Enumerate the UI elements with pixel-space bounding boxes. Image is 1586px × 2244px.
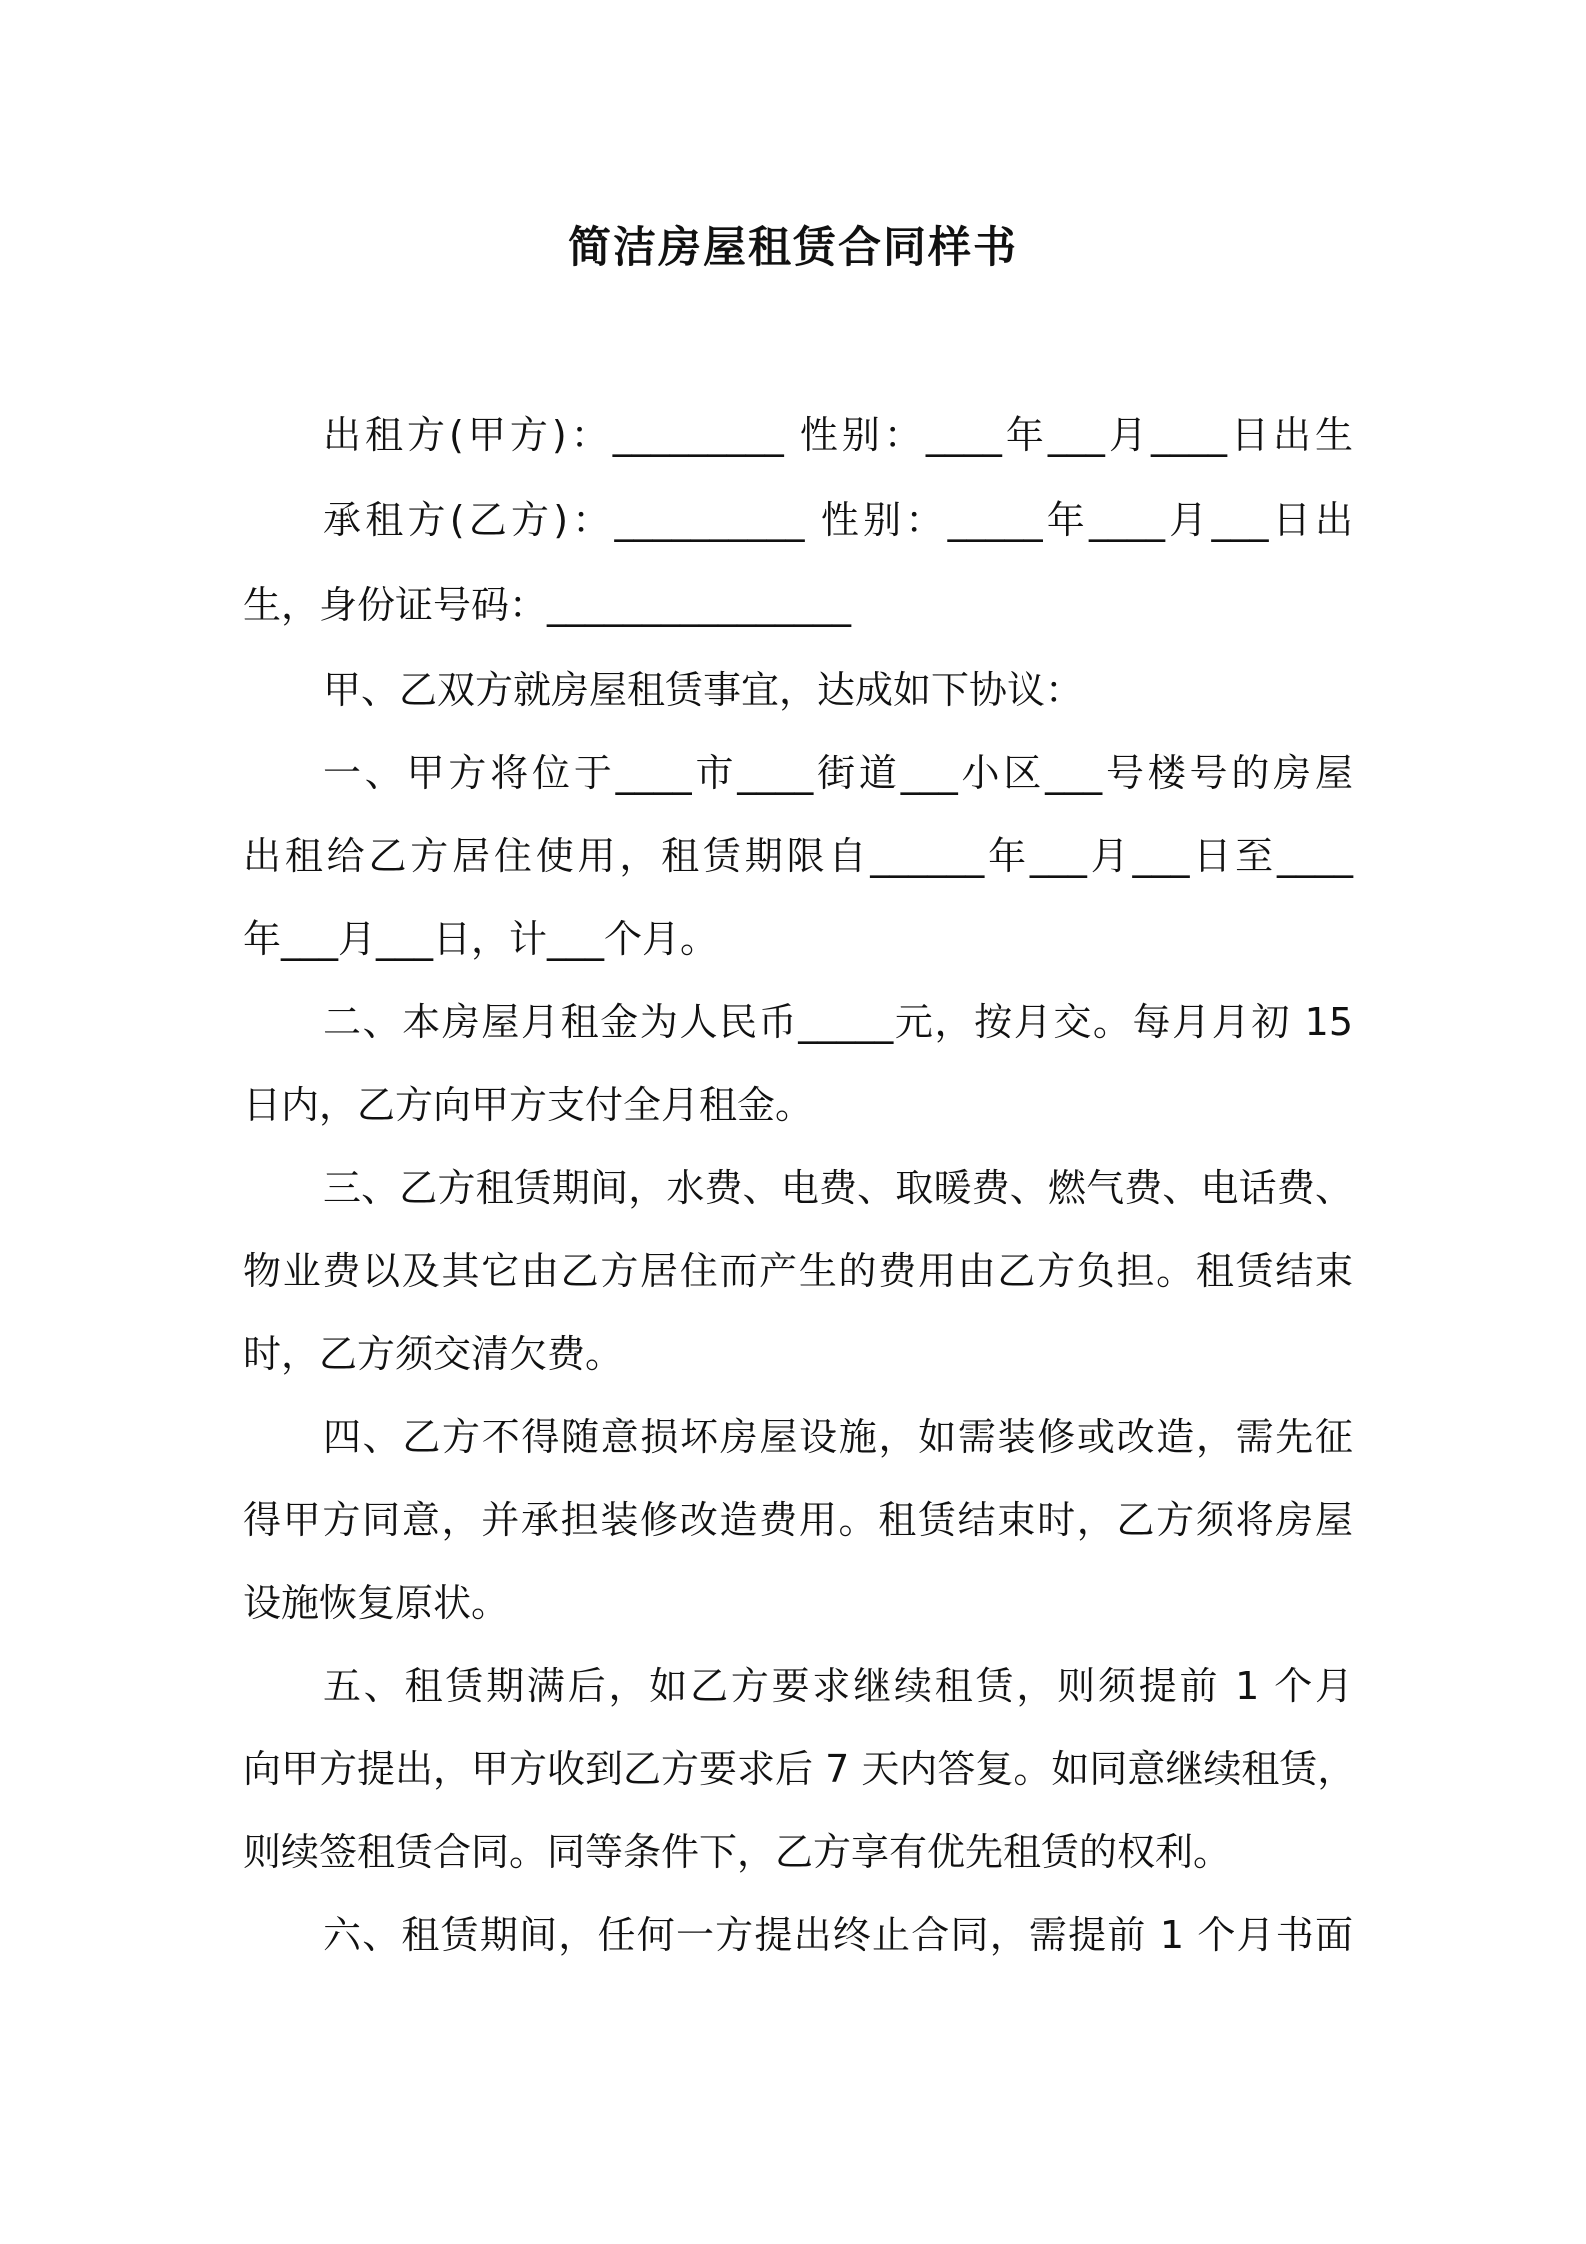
clause-5-line-3: 则续签租赁合同。同等条件下，乙方享有优先租赁的权利。 (243, 1830, 1232, 1874)
clause-2-line-1: 二、本房屋月租金为人民币_____元，按月交。每月月初 15 (323, 1000, 1353, 1044)
clause-4-line-3: 设施恢复原状。 (243, 1581, 510, 1625)
clause-6-line-1: 六、租赁期间，任何一方提出终止合同，需提前 1 个月书面 (323, 1913, 1353, 1957)
party-a-line: 出租方(甲方)：_________ 性别：____年___月____日出生 (323, 413, 1353, 457)
clause-1-line-3: 年___月___日，计___个月。 (243, 917, 719, 961)
clause-1-line-1: 一、甲方将位于____市____街道___小区___号楼号的房屋 (323, 751, 1353, 795)
clause-5-line-2: 向甲方提出，甲方收到乙方要求后 7 天内答复。如同意继续租赁， (243, 1747, 1356, 1791)
clause-4-line-2: 得甲方同意，并承担装修改造费用。租赁结束时，乙方须将房屋 (243, 1498, 1353, 1542)
clause-3-line-3: 时，乙方须交清欠费。 (243, 1332, 624, 1376)
document-title: 简洁房屋租赁合同样书 (568, 223, 1018, 273)
clause-3-line-2: 物业费以及其它由乙方居住而产生的费用由乙方负担。租赁结束 (243, 1249, 1353, 1293)
agreement-intro-line: 甲、乙双方就房屋租赁事宜，达成如下协议： (323, 668, 1084, 712)
party-b-id-line: 生，身份证号码：________________ (243, 583, 852, 627)
clause-1-line-2: 出租给乙方居住使用，租赁期限自______年___月___日至____ (243, 834, 1353, 878)
clause-3-line-1: 三、乙方租赁期间，水费、电费、取暖费、燃气费、电话费、 (323, 1166, 1353, 1210)
clause-2-line-2: 日内，乙方向甲方支付全月租金。 (243, 1083, 814, 1127)
party-b-line: 承租方(乙方)：__________ 性别：_____年____月___日出 (323, 498, 1353, 542)
clause-5-line-1: 五、租赁期满后，如乙方要求继续租赁，则须提前 1 个月 (323, 1664, 1353, 1708)
clause-4-line-1: 四、乙方不得随意损坏房屋设施，如需装修或改造，需先征 (323, 1415, 1353, 1459)
